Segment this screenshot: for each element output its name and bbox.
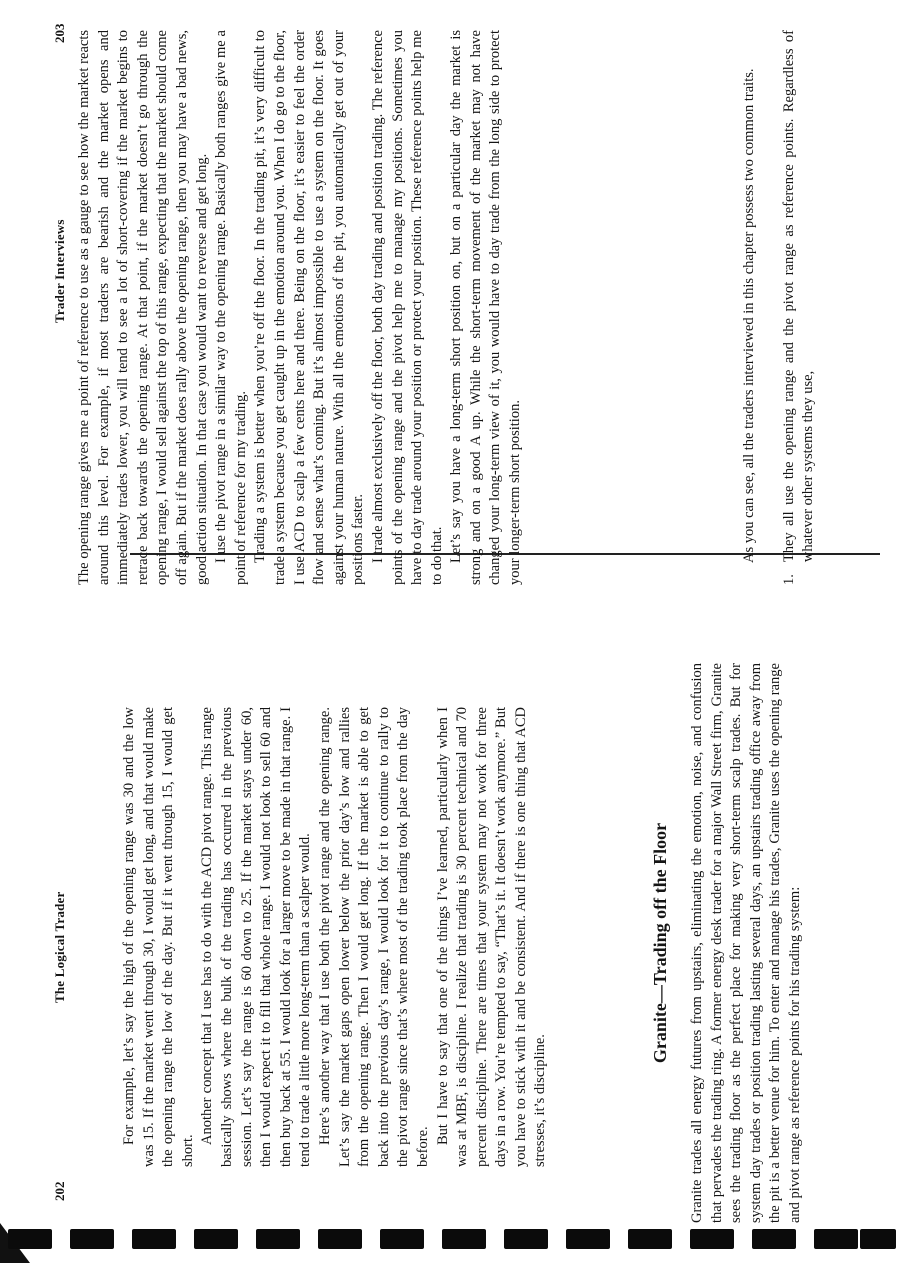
page-number: 203 <box>52 23 67 43</box>
running-head: Trader Interviews <box>52 219 67 323</box>
interview-text <box>120 707 551 1167</box>
interview-text <box>75 30 526 585</box>
running-head: The Logical Trader <box>52 891 67 1003</box>
punch-hole <box>318 1229 362 1249</box>
paragraph: Let’s say you have a long-term short position on, but on a particular day the market is strong and on a good A up. While the short-term movement of the market may not have changed your long-term view of it, you would have to day trade from the long side to protect your longer-term short position. <box>448 30 524 585</box>
paragraph: For example, let’s say the high of the opening range was 30 and the low was 15. If the market went through 30, I would get long, and that would make the opening range the low of the day. But if it went through 15, I would get short. <box>121 707 196 1167</box>
punch-hole <box>628 1229 672 1249</box>
punch-hole <box>380 1229 424 1249</box>
summary-text <box>740 30 819 585</box>
page-number: 202 <box>52 1181 67 1201</box>
punch-hole <box>70 1229 114 1249</box>
body-text <box>688 663 806 1223</box>
list-text: They all use the opening range and the pivot range as reference points. Regardless of whatever other systems they use, <box>780 30 817 563</box>
punch-hole <box>814 1229 858 1249</box>
punch-hole <box>566 1229 610 1249</box>
punch-hole <box>504 1229 548 1249</box>
paragraph: Another concept that I use has to do with the ACD pivot range. This range basically shows where the bulk of the trading has occurred in the previous session. Let’s say the range is 60 down to 25. If the market stays under 60, then I would expect it to fill that whole range. I would not look to sell 60 and then buy back at 55. I would look for a larger move to be made in that range. I tend to trade a little more long-term than a scalper would. <box>199 707 314 1167</box>
paragraph: I use the pivot range in a similar way to the opening range. Basically both ranges give me a point of reference for my trading. <box>213 30 249 585</box>
list-item <box>780 30 819 585</box>
paragraph: Granite trades all energy futures from upstairs, eliminating the emotion, noise, and confusion that pervades the trading ring. A former energy desk trader for a major Wall Street firm, Granite sees the trading floor as the perfect place for making very short-term scalp trades. But for system day trades or position trading lasting several days, an upstairs trading office away from the pit is a better venue for him. To enter and manage his trades, Granite uses the opening range and pivot range as reference points for his trading system: <box>689 663 803 1223</box>
punch-hole <box>860 1229 896 1249</box>
list-number: 1. <box>780 574 797 585</box>
paragraph: I trade almost exclusively off the floor, both day trading and position trading. The reference points of the opening range and the pivot help me to manage my positions. Sometimes you have to day trade around your position or protect your position. These reference points help me to do that. <box>369 30 445 585</box>
paragraph: But I have to say that one of the things I’ve learned, particularly when I was at MBF, is discipline. I realize that trading is 30 percent technical and 70 percent discipline. There are times that your system may not work for three days in a row. You’re tempted to say, “That’s it. It doesn’t work anymore.” But you have to stick with it and be consistent. And if there is one thing that ACD stresses, it’s discipline. <box>434 707 549 1167</box>
punch-hole <box>8 1229 52 1249</box>
punch-hole <box>442 1229 486 1249</box>
section-heading: Granite—Trading off the Floor <box>650 822 670 1064</box>
punch-hole <box>256 1229 300 1249</box>
paragraph: Here’s another way that I use both the pivot range and the opening range. Let’s say the market gaps open lower below the prior day’s low and rallies from the opening range. Then I would get long. If the market is able to get back into the previous day’s range, I would look for it to continue to rally to the pivot range since that’s where most of the trading took place from the day before. <box>316 707 431 1167</box>
left-page <box>0 643 899 1263</box>
paragraph: Trading a system is better when you’re off the floor. In the trading pit, it’s very difficult to trade a system because you get caught up in the emotion around you. When I do go to the floor, I use ACD to scalp a few cents here and there. Being on the floor, it’s easier to feel the order flow and sense what’s coming. But it’s almost impossible to use a system on the floor. It goes against your human nature. With all the emotions of the pit, you automatically get out of your positions faster. <box>252 30 367 585</box>
punch-hole <box>690 1229 734 1249</box>
punch-hole <box>194 1229 238 1249</box>
punch-hole <box>752 1229 796 1249</box>
paragraph: The opening range gives me a point of reference to use as a gauge to see how the market reacts around this level. For example, if most traders are bearish and the market opens and immediately trades lower, you will tend to see a lot of short-covering if the market begins to retrace back towards the opening range. At that point, if the market doesn’t go through the opening range, I would sell against the top of this range, expecting that the market should come off again. But if the market does rally above the opening range, then you may have a bad news, good action situation. In that case you would want to reverse and get long. <box>76 30 210 585</box>
punch-hole <box>132 1229 176 1249</box>
paragraph: As you can see, all the traders interviewed in this chapter possess two common traits. <box>741 68 757 563</box>
